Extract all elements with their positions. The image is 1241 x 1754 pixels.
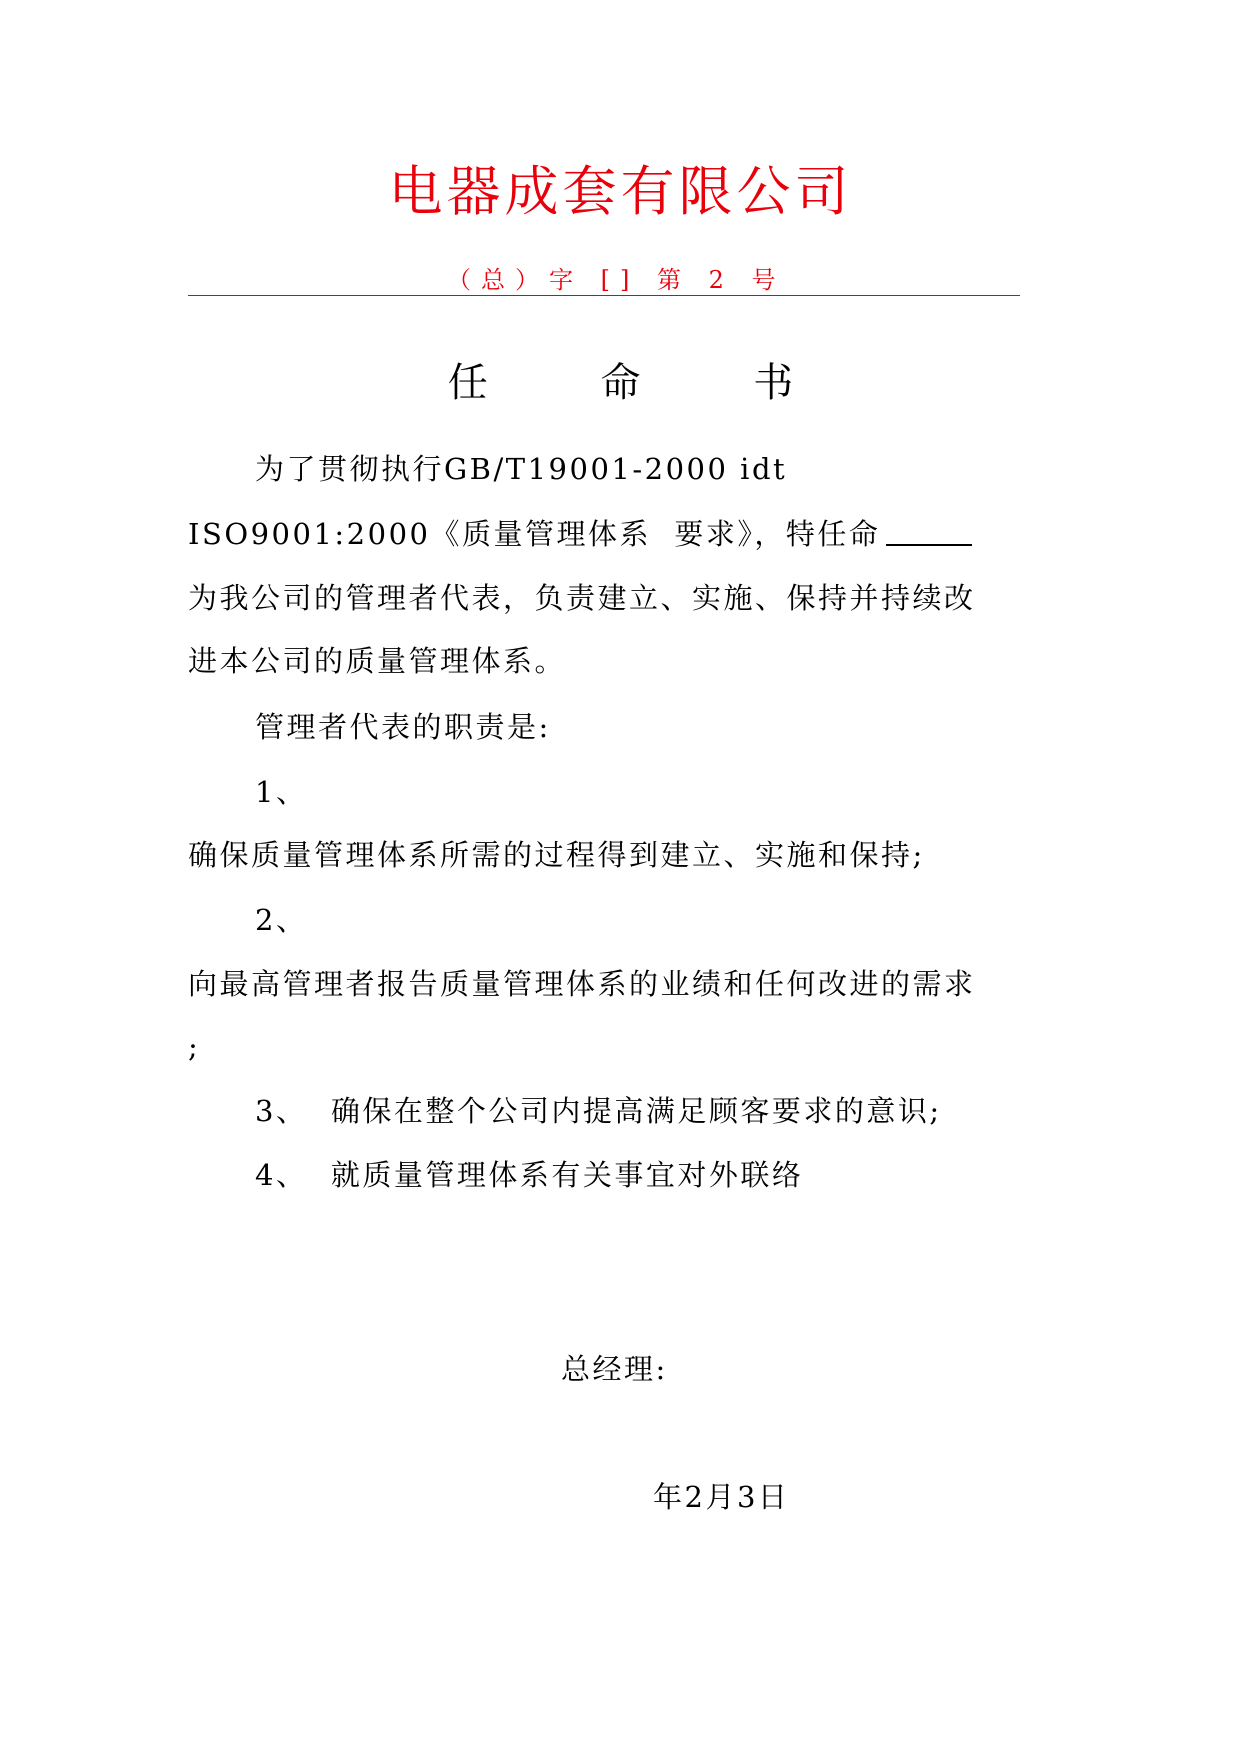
signatory-label: 总经理: [561,1352,668,1386]
duty-3: 3、 确保在整个公司内提高满足顾客要求的意识; [255,1094,942,1128]
duty-1-number: 1、 [255,775,308,809]
intro-line-3: 为我公司的管理者代表，负责建立、实施、保持并持续改 [188,581,976,615]
document-date: 年2月3日 [653,1480,790,1514]
document-title: 任 命 书 [447,360,844,406]
duties-heading: 管理者代表的职责是: [255,710,551,744]
intro-line-2 [188,517,972,551]
header-divider [188,295,1020,296]
duty-4: 4、 就质量管理体系有关事宜对外联络 [255,1158,804,1192]
intro-line-1: 为了贯彻执行GB/T19001-2000 idt [255,452,788,486]
duty-1-text: 确保质量管理体系所需的过程得到建立、实施和保持; [188,838,925,872]
company-name-header: 电器成套有限公司 [388,160,853,223]
duty-2-number: 2、 [255,903,308,937]
duty-2-text: 向最高管理者报告质量管理体系的业绩和任何改进的需求 [188,967,976,1001]
appointee-name-blank [886,544,972,546]
intro-line-2-text: ISO9001:2000《质量管理体系 要求》，特任命 [188,517,881,551]
intro-line-4: 进本公司的质量管理体系。 [188,644,567,678]
duty-2-tail: ; [188,1030,201,1064]
document-number: （总）字 [] 第 2 号 [447,266,786,294]
